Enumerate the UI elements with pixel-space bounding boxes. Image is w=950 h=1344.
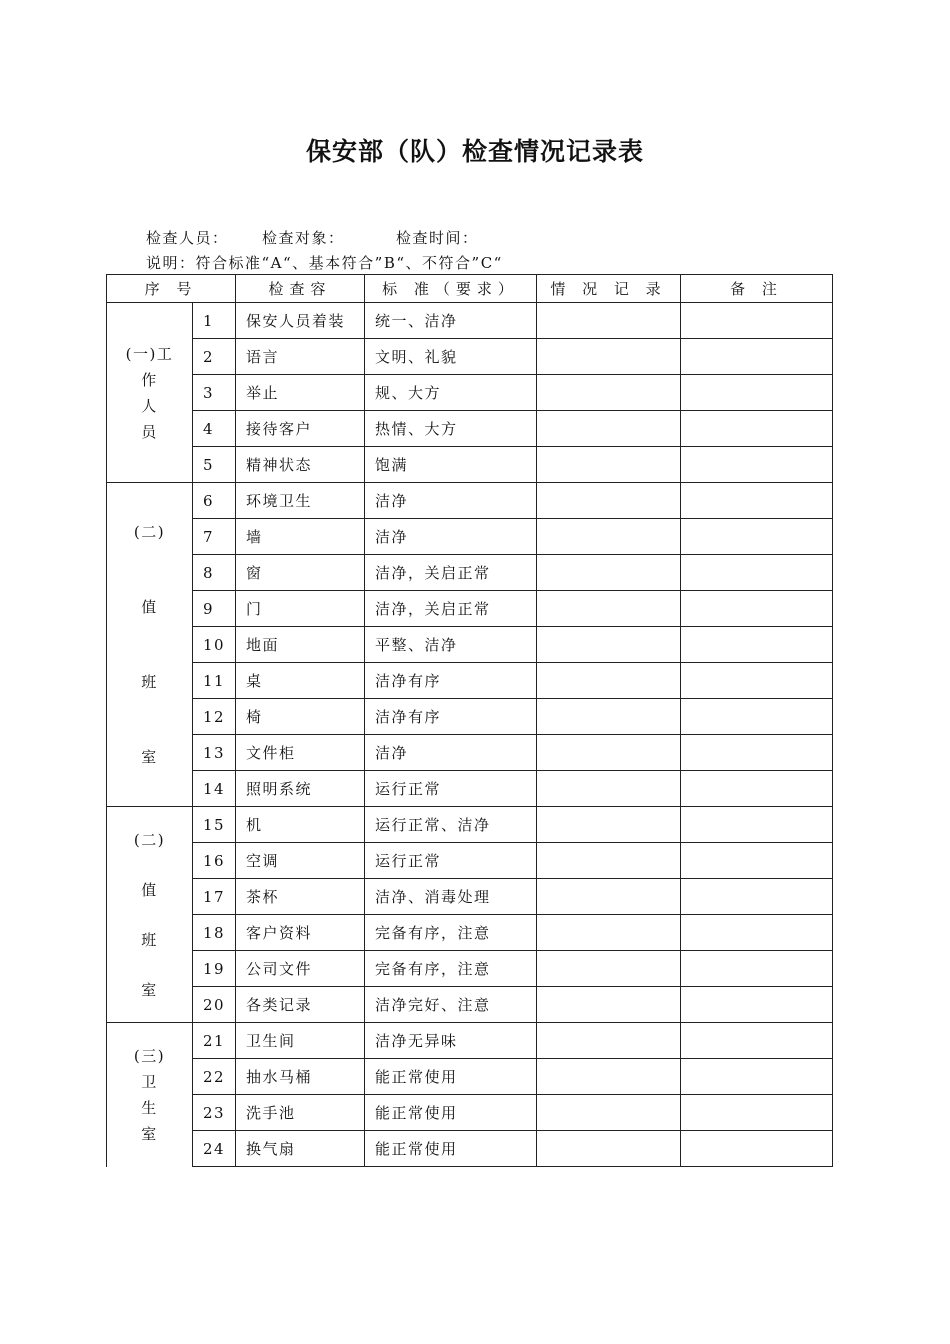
- row-standard: 洁净无异味: [365, 1023, 537, 1059]
- remark-cell[interactable]: [681, 627, 833, 663]
- row-item: 墙: [236, 519, 365, 555]
- record-cell[interactable]: [537, 771, 681, 807]
- row-item: 精神状态: [236, 447, 365, 483]
- row-standard: 洁净完好、注意: [365, 987, 537, 1023]
- group-label-line: (三): [133, 1046, 166, 1065]
- row-number: 9: [193, 591, 236, 627]
- header-item: 检查容: [236, 275, 365, 303]
- record-cell[interactable]: [537, 1131, 681, 1167]
- row-item: 客户资料: [236, 915, 365, 951]
- row-standard: 洁净有序: [365, 699, 537, 735]
- row-item: 公司文件: [236, 951, 365, 987]
- remark-cell[interactable]: [681, 807, 833, 843]
- row-item: 茶杯: [236, 879, 365, 915]
- remark-cell[interactable]: [681, 879, 833, 915]
- record-cell[interactable]: [537, 1059, 681, 1095]
- table-row: [107, 843, 833, 879]
- row-standard: 洁净，关启正常: [365, 591, 537, 627]
- table-row: [107, 303, 833, 339]
- header-remark: 备 注: [681, 275, 833, 303]
- row-item: 椅: [236, 699, 365, 735]
- remark-cell[interactable]: [681, 951, 833, 987]
- row-standard: 洁净有序: [365, 663, 537, 699]
- group-label-line: (一)工: [125, 344, 174, 363]
- record-cell[interactable]: [537, 375, 681, 411]
- record-cell[interactable]: [537, 843, 681, 879]
- record-cell[interactable]: [537, 735, 681, 771]
- row-number: 21: [193, 1023, 236, 1059]
- remark-cell[interactable]: [681, 591, 833, 627]
- group-label-line: 值: [141, 597, 158, 616]
- record-cell[interactable]: [537, 627, 681, 663]
- record-cell[interactable]: [537, 807, 681, 843]
- row-number: 8: [193, 555, 236, 591]
- row-number: 18: [193, 915, 236, 951]
- record-cell[interactable]: [537, 483, 681, 519]
- inspector-label: 检查人员：: [146, 229, 229, 247]
- record-cell[interactable]: [537, 339, 681, 375]
- row-number: 14: [193, 771, 236, 807]
- group-label-line: 员: [141, 422, 158, 441]
- group-label-line: 室: [141, 980, 158, 999]
- record-cell[interactable]: [537, 1095, 681, 1131]
- table-row: [107, 987, 833, 1023]
- remark-cell[interactable]: [681, 411, 833, 447]
- remark-cell[interactable]: [681, 519, 833, 555]
- row-item: 门: [236, 591, 365, 627]
- row-item: 桌: [236, 663, 365, 699]
- group-label-line: (二): [133, 522, 166, 541]
- record-cell[interactable]: [537, 447, 681, 483]
- remark-cell[interactable]: [681, 987, 833, 1023]
- row-item: 换气扇: [236, 1131, 365, 1167]
- table-row: [107, 915, 833, 951]
- header-record: 情 况 记 录: [537, 275, 681, 303]
- row-number: 6: [193, 483, 236, 519]
- remark-cell[interactable]: [681, 375, 833, 411]
- record-cell[interactable]: [537, 987, 681, 1023]
- group-label-line: 卫: [141, 1072, 158, 1091]
- group-label-line: 生: [141, 1098, 158, 1117]
- row-number: 24: [193, 1131, 236, 1167]
- row-number: 16: [193, 843, 236, 879]
- record-cell[interactable]: [537, 591, 681, 627]
- group-label-line: 值: [141, 880, 158, 899]
- remark-cell[interactable]: [681, 1131, 833, 1167]
- remark-cell[interactable]: [681, 555, 833, 591]
- group-label: [107, 1023, 193, 1167]
- table-row: [107, 771, 833, 807]
- header-seq: 序 号: [107, 275, 236, 303]
- remark-cell[interactable]: [681, 735, 833, 771]
- record-cell[interactable]: [537, 951, 681, 987]
- remark-cell[interactable]: [681, 1059, 833, 1095]
- target-label: 检查对象：: [262, 229, 345, 247]
- record-cell[interactable]: [537, 1023, 681, 1059]
- group-label: [107, 807, 193, 1023]
- row-number: 3: [193, 375, 236, 411]
- row-number: 13: [193, 735, 236, 771]
- group-label-line: 班: [141, 930, 158, 949]
- table-row: [107, 951, 833, 987]
- row-standard: 洁净: [365, 735, 537, 771]
- row-item: 窗: [236, 555, 365, 591]
- grading-note: 说明：符合标准“A“、基本符合”B“、不符合”C“: [146, 254, 503, 272]
- table-row: [107, 411, 833, 447]
- row-standard: 能正常使用: [365, 1095, 537, 1131]
- table-row: [107, 879, 833, 915]
- row-standard: 文明、礼貌: [365, 339, 537, 375]
- table-row: [107, 1095, 833, 1131]
- row-number: 2: [193, 339, 236, 375]
- table-row: [107, 663, 833, 699]
- record-cell[interactable]: [537, 555, 681, 591]
- record-cell[interactable]: [537, 915, 681, 951]
- table-row: [107, 483, 833, 519]
- row-number: 17: [193, 879, 236, 915]
- row-item: 卫生间: [236, 1023, 365, 1059]
- remark-cell[interactable]: [681, 447, 833, 483]
- row-item: 接待客户: [236, 411, 365, 447]
- remark-cell[interactable]: [681, 771, 833, 807]
- row-number: 11: [193, 663, 236, 699]
- row-item: 照明系统: [236, 771, 365, 807]
- group-label: [107, 483, 193, 807]
- table-row: [107, 627, 833, 663]
- row-standard: 能正常使用: [365, 1131, 537, 1167]
- group-label-line: 室: [141, 1124, 158, 1143]
- remark-cell[interactable]: [681, 1023, 833, 1059]
- table-row: [107, 447, 833, 483]
- row-item: 各类记录: [236, 987, 365, 1023]
- row-number: 7: [193, 519, 236, 555]
- row-item: 举止: [236, 375, 365, 411]
- row-standard: 规、大方: [365, 375, 537, 411]
- row-item: 文件柜: [236, 735, 365, 771]
- row-standard: 洁净: [365, 483, 537, 519]
- table-row: [107, 699, 833, 735]
- row-standard: 统一、洁净: [365, 303, 537, 339]
- row-standard: 平整、洁净: [365, 627, 537, 663]
- row-item: 地面: [236, 627, 365, 663]
- time-label: 检查时间：: [396, 229, 479, 247]
- group-label-line: 室: [141, 747, 158, 766]
- remark-cell[interactable]: [681, 663, 833, 699]
- row-standard: 饱满: [365, 447, 537, 483]
- row-number: 19: [193, 951, 236, 987]
- row-number: 4: [193, 411, 236, 447]
- row-item: 环境卫生: [236, 483, 365, 519]
- record-cell[interactable]: [537, 699, 681, 735]
- table-header-row: [107, 275, 833, 303]
- record-cell[interactable]: [537, 519, 681, 555]
- row-number: 23: [193, 1095, 236, 1131]
- table-row: [107, 591, 833, 627]
- inspection-table: [106, 274, 833, 1167]
- header-standard: 标 准（要求）: [365, 275, 537, 303]
- row-number: 5: [193, 447, 236, 483]
- table-row: [107, 555, 833, 591]
- row-standard: 洁净: [365, 519, 537, 555]
- row-standard: 完备有序，注意: [365, 951, 537, 987]
- table-row: [107, 339, 833, 375]
- group-label-line: 人: [141, 396, 158, 415]
- row-number: 20: [193, 987, 236, 1023]
- remark-cell[interactable]: [681, 915, 833, 951]
- group-label-line: 班: [141, 672, 158, 691]
- row-standard: 运行正常、洁净: [365, 807, 537, 843]
- record-cell[interactable]: [537, 303, 681, 339]
- row-number: 22: [193, 1059, 236, 1095]
- inspection-meta: [146, 227, 479, 248]
- table-row: [107, 1059, 833, 1095]
- row-standard: 洁净，关启正常: [365, 555, 537, 591]
- row-item: 保安人员着装: [236, 303, 365, 339]
- remark-cell[interactable]: [681, 1095, 833, 1131]
- table-row: [107, 1131, 833, 1167]
- table-row: [107, 735, 833, 771]
- record-cell[interactable]: [537, 663, 681, 699]
- remark-cell[interactable]: [681, 843, 833, 879]
- row-standard: 运行正常: [365, 843, 537, 879]
- row-number: 15: [193, 807, 236, 843]
- row-standard: 洁净、消毒处理: [365, 879, 537, 915]
- row-item: 洗手池: [236, 1095, 365, 1131]
- remark-cell[interactable]: [681, 303, 833, 339]
- page-title: 保安部（队）检查情况记录表: [305, 137, 644, 166]
- record-cell[interactable]: [537, 879, 681, 915]
- row-standard: 能正常使用: [365, 1059, 537, 1095]
- remark-cell[interactable]: [681, 339, 833, 375]
- table-row: [107, 375, 833, 411]
- record-cell[interactable]: [537, 411, 681, 447]
- row-number: 12: [193, 699, 236, 735]
- row-item: 空调: [236, 843, 365, 879]
- row-item: 抽水马桶: [236, 1059, 365, 1095]
- row-standard: 运行正常: [365, 771, 537, 807]
- remark-cell[interactable]: [681, 483, 833, 519]
- row-standard: 完备有序，注意: [365, 915, 537, 951]
- table-row: [107, 519, 833, 555]
- row-standard: 热情、大方: [365, 411, 537, 447]
- remark-cell[interactable]: [681, 699, 833, 735]
- group-label: [107, 303, 193, 483]
- table-row: [107, 1023, 833, 1059]
- table-row: [107, 807, 833, 843]
- row-number: 1: [193, 303, 236, 339]
- group-label-line: 作: [141, 370, 158, 389]
- row-number: 10: [193, 627, 236, 663]
- row-item: 机: [236, 807, 365, 843]
- group-label-line: (二): [133, 830, 166, 849]
- row-item: 语言: [236, 339, 365, 375]
